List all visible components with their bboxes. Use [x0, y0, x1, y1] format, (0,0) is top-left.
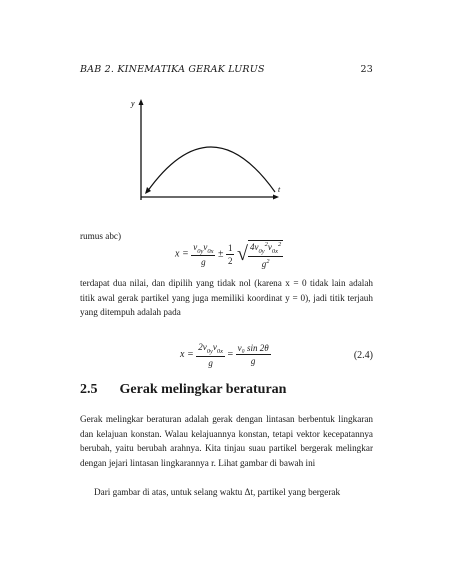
paragraph-nonzero: terdapat dua nilai, dan dipilih yang tidak nol (karena x = 0 tidak lain adalah titik awal gerak partikel yang juga memiliki koordinat y = 0), jadi titik terjauh yang ditempuh adalah pada: [80, 278, 373, 317]
x-axis-arrow: [273, 195, 279, 200]
paragraph-time-interval: Dari gambar di atas, untuk selang waktu Δt, partikel yang bergerak: [94, 487, 341, 497]
eq2-fraction-2: $\frac{\text{v₀ sin 2θ}}{g}$: [237, 343, 269, 367]
section-number: 2.5: [80, 382, 98, 397]
eq1-plus-minus: ±: [217, 248, 224, 260]
trajectory-figure: [126, 96, 296, 208]
y-axis-label: y: [131, 99, 135, 108]
section-title: Gerak melingkar beraturan: [119, 382, 287, 397]
running-header: [80, 64, 373, 75]
y-axis-arrow: [139, 99, 144, 105]
section-heading: [80, 382, 286, 398]
paragraph-uniform-circular: Gerak melingkar beraturan adalah gerak dengan lintasan berbentuk lingkaran dan kelajuan konstan. Walau kelajuannya konstan, tetapi vektor kecepatannya berubah, yaitu berubah arahnya. Kita tinjau suau partikel bergerak melingkar dengan jejari lintasan lingkarannya r. Lihat gambar di bawah ini: [80, 414, 373, 468]
eq1-lhs: x =: [175, 248, 189, 260]
chapter-title: BAB 2. KINEMATIKA GERAK LURUS: [80, 64, 265, 75]
intro-text: rumus abc): [80, 231, 122, 241]
eq2-fraction-1: $\frac{2v_{0y}v_{0x}}{g}$: [198, 342, 223, 368]
equation-quadratic: x = $\frac{v_{0y}v_{0x}}{g}$ ± $\frac{1}{2}$ √ $\frac{4v_{0y}^2v_{0x}^2}{g^2}$: [175, 241, 282, 269]
eq1-sqrt: $\frac{4v_{0y}^2v_{0x}^2}{g^2}$: [249, 241, 282, 269]
parabola-curve: [147, 147, 275, 192]
eq1-fraction: $\frac{v_{0y}v_{0x}}{g}$: [193, 241, 214, 268]
x-axis-label: t: [278, 185, 281, 194]
eq2-lhs: x =: [180, 349, 194, 361]
equation-number: (2.4): [353, 350, 373, 361]
page-number: 23: [360, 64, 373, 75]
eq1-half: $\frac{1}{2}$: [227, 242, 233, 266]
